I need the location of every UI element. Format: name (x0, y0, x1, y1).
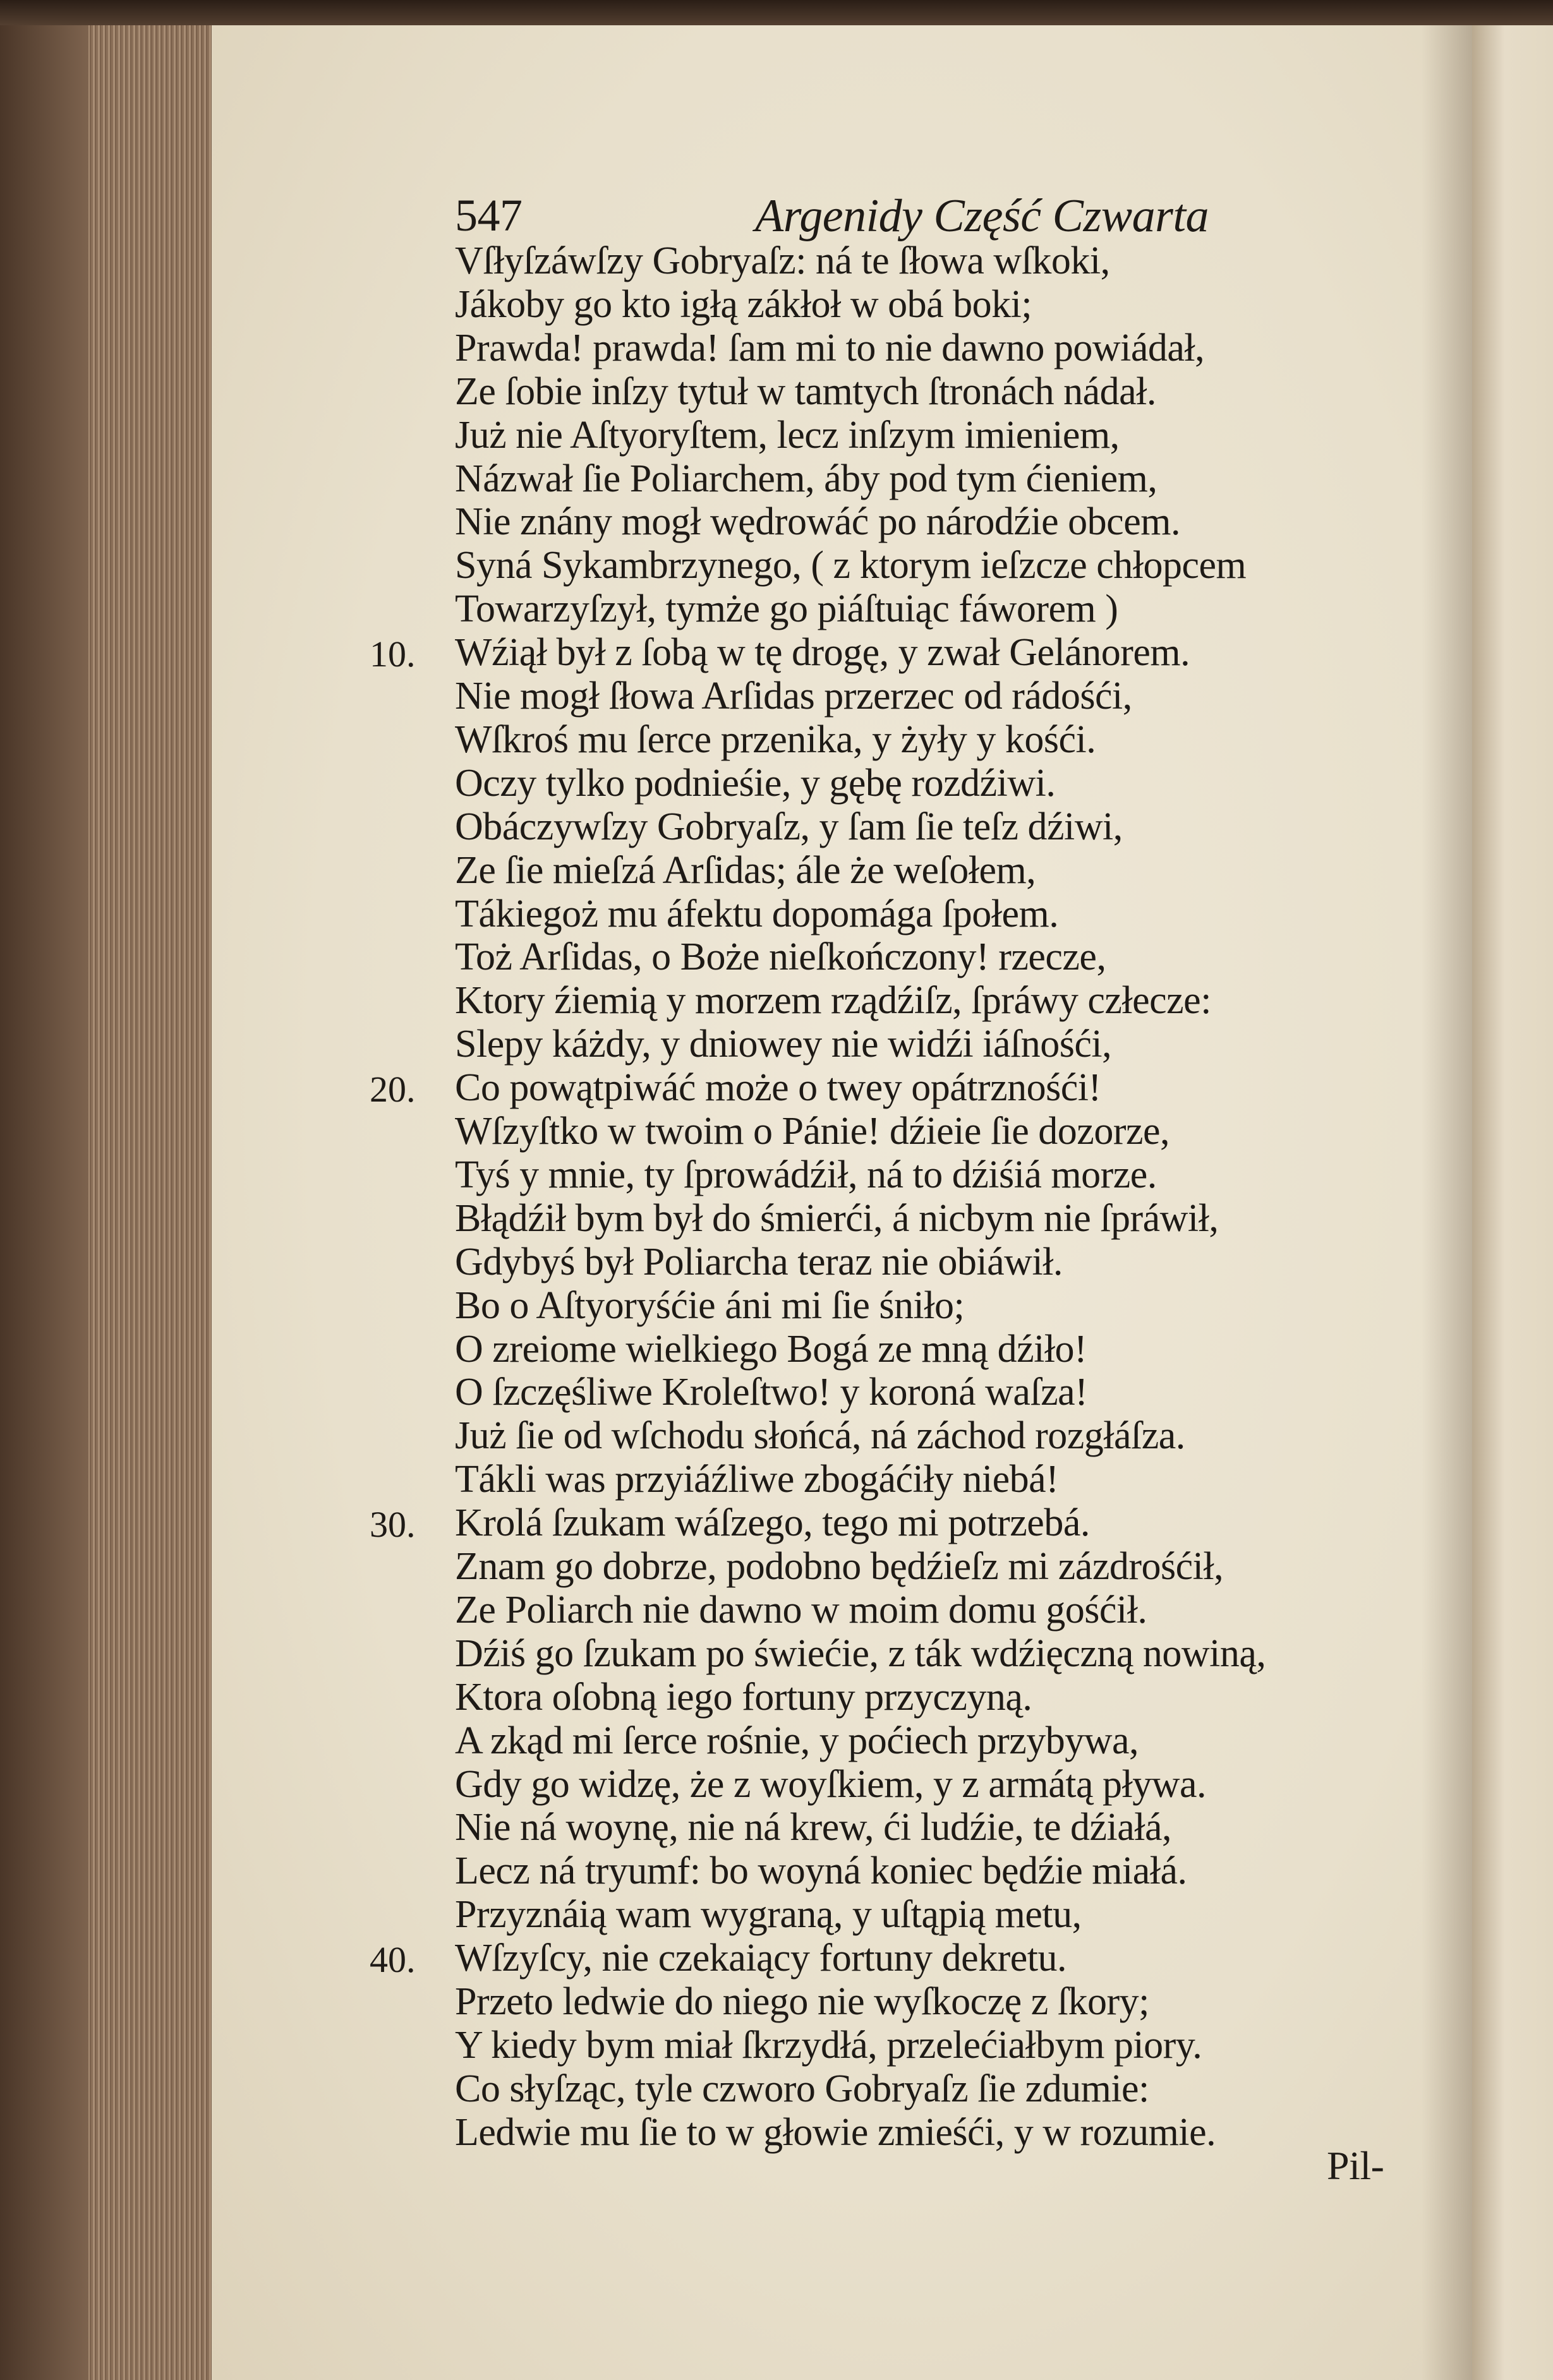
verse-line: Gdybyś był Poliarcha teraz nie obiáwił. (455, 1240, 1063, 1283)
verse-line: Ze Poliarch nie dawno w moim domu gośćił. (455, 1588, 1147, 1632)
book-gutter (1422, 25, 1478, 2380)
verse-line: Przeto ledwie do niego nie wyſkoczę z ſkory; (455, 1980, 1149, 2023)
verse-line: Błądźił bym był do śmierći, á nicbym nie ſpráwił, (455, 1196, 1219, 1240)
verse-line: Krolá ſzukam wáſzego, tego mi potrzebá. (455, 1501, 1090, 1545)
verse-line: Toż Arſidas, o Boże nieſkończony! rzecze, (455, 935, 1106, 979)
verse-line: Ze ſobie inſzy tytuł w tamtych ſtronách nádał. (455, 370, 1156, 413)
verse-line: Przyznáią wam wygraną, y uſtąpią metu, (455, 1893, 1082, 1937)
verse-line: Ze ſie mieſzá Arſidas; ále że weſołem, (455, 848, 1036, 892)
verse-line: Nie znány mogł wędrowáć po národźie obcem. (455, 500, 1180, 544)
book-cover-edge (0, 25, 88, 2380)
verse-line: Ktory źiemią y morzem rządźiſz, ſpráwy człecze: (455, 979, 1211, 1023)
verse-line: Wſzyſtko w twoim o Pánie! dźieie ſie dozorze, (455, 1110, 1170, 1153)
verse-line: Tákiegoż mu áfektu dopomága ſpołem. (455, 892, 1059, 935)
verse-line: Już nie Aſtyoryſtem, lecz inſzym imieniem, (455, 413, 1120, 457)
page-number: 547 (455, 190, 523, 241)
verse-line: Vſłyſzáwſzy Gobryaſz: ná te ſłowa wſkoki, (455, 239, 1110, 282)
verse-line: Wſzyſcy, nie czekaiący fortuny dekretu. (455, 1937, 1067, 1980)
catchword: Pil- (1327, 2143, 1384, 2188)
verse-line: Wźiął był z ſobą w tę drogę, y zwał Gelánorem. (455, 631, 1190, 675)
verse-line: Lecz ná tryumf: bo woyná koniec będźie miałá. (455, 1849, 1187, 1893)
verse-line: Co powątpiwáć może o twey opátrznośći! (455, 1066, 1101, 1110)
facing-page-edge (1472, 25, 1553, 2380)
verse-line: O ſzczęśliwe Kroleſtwo! y koroná waſza! (455, 1371, 1088, 1414)
verse-line: Ktora oſobną iego fortuny przyczyną. (455, 1675, 1032, 1719)
verse-line: Obáczywſzy Gobryaſz, y ſam ſie teſz dźiwi, (455, 805, 1123, 848)
verse-line: Názwał ſie Poliarchem, áby pod tym ćieniem, (455, 457, 1157, 500)
line-number: 40. (370, 1939, 416, 1981)
verse-line: Wſkroś mu ſerce przenika, y żyły y kośći. (455, 718, 1096, 761)
verse-line: Syná Sykambrzynego, ( z ktorym ieſzcze chłopcem (455, 544, 1247, 587)
verse-line: Dźiś go ſzukam po świećie, z ták wdźięczną nowiną, (455, 1632, 1266, 1675)
verse-line: Nie mogł ſłowa Arſidas przerzec od rádośći, (455, 675, 1132, 718)
verse-line: Tákli was przyiáźliwe zbogáćiły niebá! (455, 1458, 1059, 1501)
verse-line: Towarzyſzył, tymże go piáſtuiąc fáworem ) (455, 587, 1118, 631)
verse-line: Y kiedy bym miał ſkrzydłá, przelećiałbym piory. (455, 2023, 1202, 2067)
verse-line: Ledwie mu ſie to w głowie zmieśći, y w rozumie. (455, 2110, 1216, 2154)
verse-line: Tyś y mnie, ty ſprowádźił, ná to dźiśiá morze. (455, 1153, 1157, 1196)
verse-line: Nie ná woynę, nie ná krew, ći ludźie, te dźiałá, (455, 1806, 1171, 1849)
verse-line: Gdy go widzę, że z woyſkiem, y z armátą pływa. (455, 1762, 1207, 1806)
verse-line: Slepy káżdy, y dniowey nie widźi iáſnośći, (455, 1023, 1112, 1066)
verse-line: Prawda! prawda! ſam mi to nie dawno powiádał, (455, 326, 1205, 370)
line-number: 30. (370, 1504, 416, 1546)
verse-line: Co słyſząc, tyle czworo Gobryaſz ſie zdumie: (455, 2067, 1149, 2110)
verse-line: Jákoby go kto igłą zákłoł w obá boki; (455, 282, 1032, 326)
verse-line: A zkąd mi ſerce rośnie, y poćiech przybywa, (455, 1719, 1139, 1762)
verse-line: O zreiome wielkiego Bogá ze mną dźiło! (455, 1327, 1087, 1371)
verse-line: Już ſie od wſchodu słońcá, ná záchod rozgłáſza. (455, 1414, 1185, 1458)
line-number: 20. (370, 1069, 416, 1110)
verse-line: Znam go dobrze, podobno będźieſz mi zázdrośćił, (455, 1545, 1224, 1588)
verse-line: Bo o Aſtyoryśćie áni mi ſie śniło; (455, 1283, 965, 1327)
verse-line: Oczy tylko podnieśie, y gębę rozdźiwi. (455, 761, 1056, 805)
line-number: 10. (370, 634, 416, 675)
running-title: Argenidy Część Czwarta (755, 190, 1209, 242)
